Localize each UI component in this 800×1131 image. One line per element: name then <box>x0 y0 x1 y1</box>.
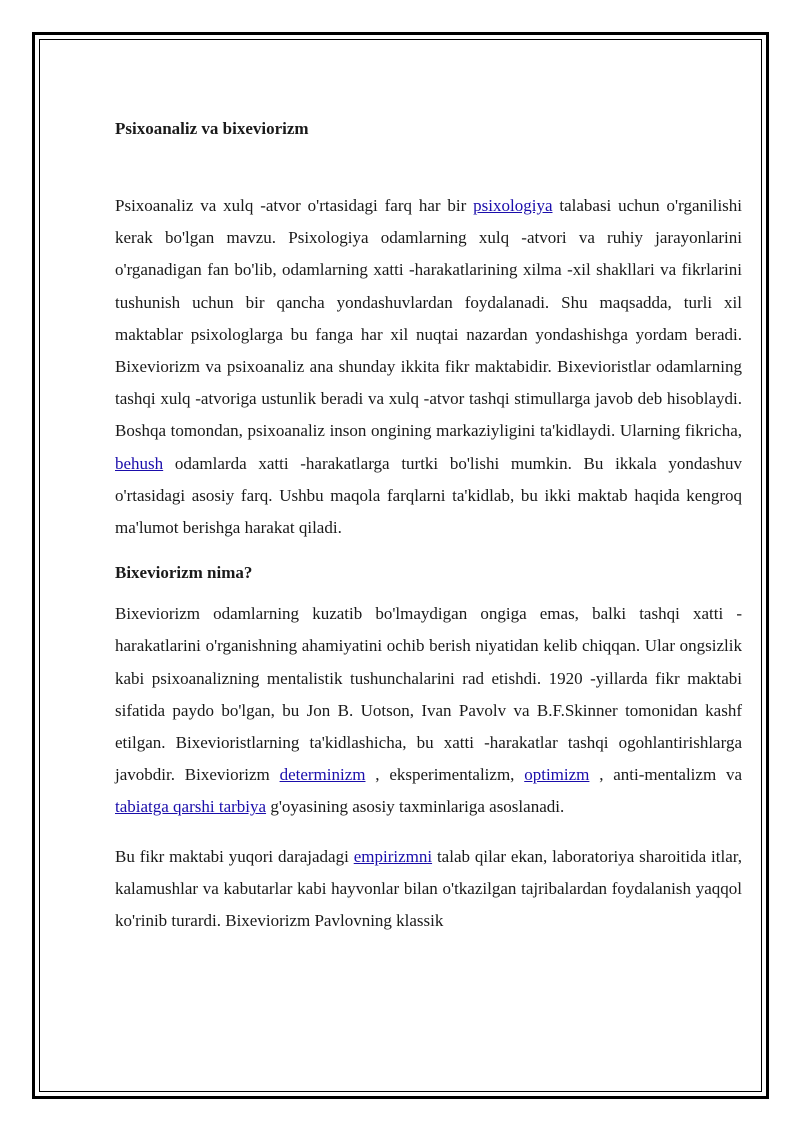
paragraph-text: talab qilar ekan, laboratoriya sharoitida itlar, kalamushlar va kabutarlar kabi hayvonlar bilan o'tkazilgan tajribalardan foydalanish yaqqol ko'rinib turardi. Bixeviorizm Pavlovning klassik <box>115 846 742 931</box>
paragraph-text: Bu fikr maktabi yuqori darajadagi <box>115 846 354 866</box>
section-heading-bixeviorizm: Bixeviorizm nima? <box>115 563 253 583</box>
paragraph-text: g'oyasining asosiy taxminlariga asoslanadi. <box>266 797 565 817</box>
paragraph-text: , anti-mentalizm va <box>589 765 743 785</box>
document-title: Psixoanaliz va bixeviorizm <box>115 119 309 138</box>
paragraph-text: Psixoanaliz va xulq -atvor o'rtasidagi farq har bir <box>115 196 474 215</box>
link-behush[interactable]: behush <box>115 453 164 473</box>
empirizm-paragraph <box>115 841 742 938</box>
paragraph-text: Bixeviorizm odamlarning kuzatib bo'lmaydigan ongiga emas, balki tashqi xatti -harakatlarini o'rganishning ahamiyatini ochib berish niyatidan kelib chiqqan. Ular ongsizlik kabi psixoanalizning mentalistik tushunchalarini rad etishdi. 1920 -yillarda fikr maktabi sifatida paydo bo'lgan, bu Jon B. Uotson, Ivan Pavolv va B.F.Skinner tomonidan kashf etilgan. Bixevioristlarning ta'kidlashicha, bu xatti -harakatlar tashqi ogohlantirishlarga javobdir. Bixeviorizm <box>115 604 742 785</box>
paragraph-text: talabasi uchun o'rganilishi kerak bo'lgan mavzu. Psixologiya odamlarning xulq -atvori va ruhiy jarayonlarini o'rganadigan fan bo'lib, odamlarning xatti -harakatlarining xilma -xil shakllari va fikrlarini tushunish uchun bir qancha yondashuvlardan foydalanadi. Shu maqsadda, turli xil maktablar psixologlarga bu fanga har xil nuqtai nazardan yondashishga yordam beradi. Bixeviorizm va psixoanaliz ana shunday ikkita fikr maktabidir. Bixevioristlar odamlarning tashqi xulq -atvoriga ustunlik beradi va xulq -atvor tashqi stimullarga javob deb hisoblaydi. Boshqa tomondan, psixoanaliz inson ongining markaziyligini ta'kidlaydi. Ularning fikricha, <box>115 196 743 441</box>
link-tabiatga-qarshi-tarbiya[interactable]: tabiatga qarshi tarbiya <box>115 797 267 817</box>
bixeviorizm-paragraph <box>115 598 742 823</box>
paragraph-text: odamlarda xatti -harakatlarga turtki bo'lishi mumkin. Bu ikkala yondashuv o'rtasidagi asosiy farq. Ushbu maqola farqlarni ta'kidlab, bu ikki maktab haqida kengroq ma'lumot berishga harakat qiladi. <box>115 453 742 538</box>
link-determinizm[interactable]: determinizm <box>279 765 366 785</box>
paragraph-text: , eksperimentalizm, <box>365 765 525 785</box>
intro-paragraph <box>115 190 742 544</box>
document-body <box>115 120 742 937</box>
link-psixologiya[interactable]: psixologiya <box>473 196 553 215</box>
link-optimizm[interactable]: optimizm <box>524 765 590 785</box>
link-empirizmni[interactable]: empirizmni <box>353 846 433 866</box>
